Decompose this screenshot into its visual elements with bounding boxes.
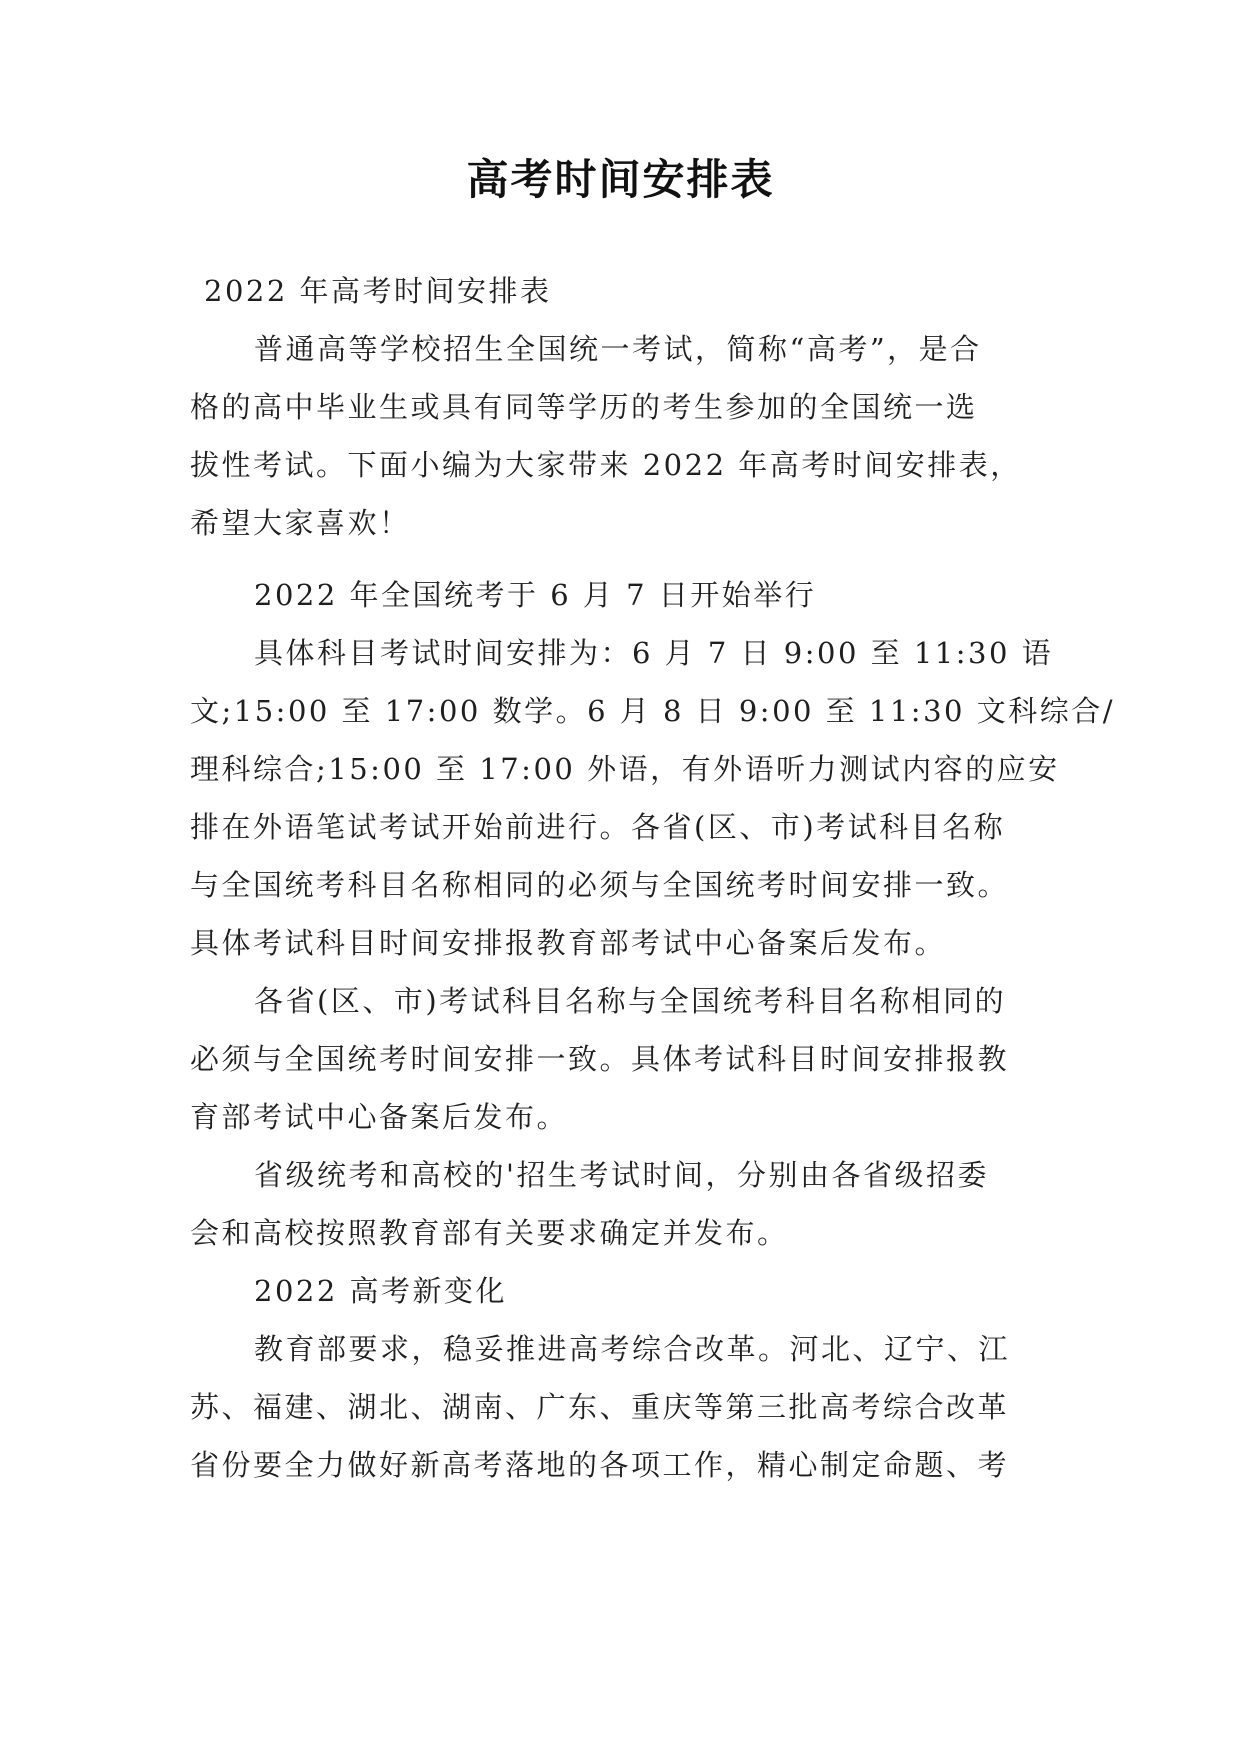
paragraph-line: 教育部要求，稳妥推进高考综合改革。河北、辽宁、江	[254, 1332, 1011, 1366]
paragraph-line: 与全国统考科目名称相同的必须与全国统考时间安排一致。	[190, 868, 1010, 902]
paragraph-line: 文;15:00 至 17:00 数学。6 月 8 日 9:00 至 11:30 文科综合/	[190, 694, 1115, 728]
paragraph-line: 格的高中毕业生或具有同等学历的考生参加的全国统一选	[190, 390, 978, 424]
paragraph-line: 理科综合;15:00 至 17:00 外语，有外语听力测试内容的应安	[190, 752, 1060, 786]
paragraph-line: 省级统考和高校的'招生考试时间，分别由各省级招委	[254, 1158, 989, 1192]
section-heading: 2022 高考新变化	[254, 1274, 508, 1308]
section-heading: 2022 年全国统考于 6 月 7 日开始举行	[254, 578, 817, 612]
paragraph-line: 希望大家喜欢！	[190, 506, 411, 540]
intro-block	[190, 262, 1070, 552]
paragraph-line: 必须与全国统考时间安排一致。具体考试科目时间安排报教	[190, 1042, 1010, 1076]
paragraph-line: 普通高等学校招生全国统一考试，简称“高考”，是合	[254, 332, 982, 366]
paragraph-line: 拔性考试。下面小编为大家带来 2022 年高考时间安排表，	[190, 448, 1022, 482]
paragraph-line: 育部考试中心备案后发布。	[190, 1100, 569, 1134]
schedule-block	[190, 566, 1115, 1494]
subtitle-line: 2022 年高考时间安排表	[204, 274, 552, 308]
paragraph-line: 苏、福建、湖北、湖南、广东、重庆等第三批高考综合改革	[190, 1390, 1010, 1424]
document-title: 高考时间安排表	[466, 155, 775, 204]
paragraph-line: 具体考试科目时间安排报教育部考试中心备案后发布。	[190, 926, 947, 960]
paragraph-line: 各省(区、市)考试科目名称与全国统考科目名称相同的	[254, 984, 1007, 1018]
paragraph-line: 会和高校按照教育部有关要求确定并发布。	[190, 1216, 789, 1250]
paragraph-line: 省份要全力做好新高考落地的各项工作，精心制定命题、考	[190, 1448, 1010, 1482]
paragraph-line: 排在外语笔试考试开始前进行。各省(区、市)考试科目名称	[190, 810, 1006, 844]
paragraph-line: 具体科目考试时间安排为：6 月 7 日 9:00 至 11:30 语	[254, 636, 1054, 670]
